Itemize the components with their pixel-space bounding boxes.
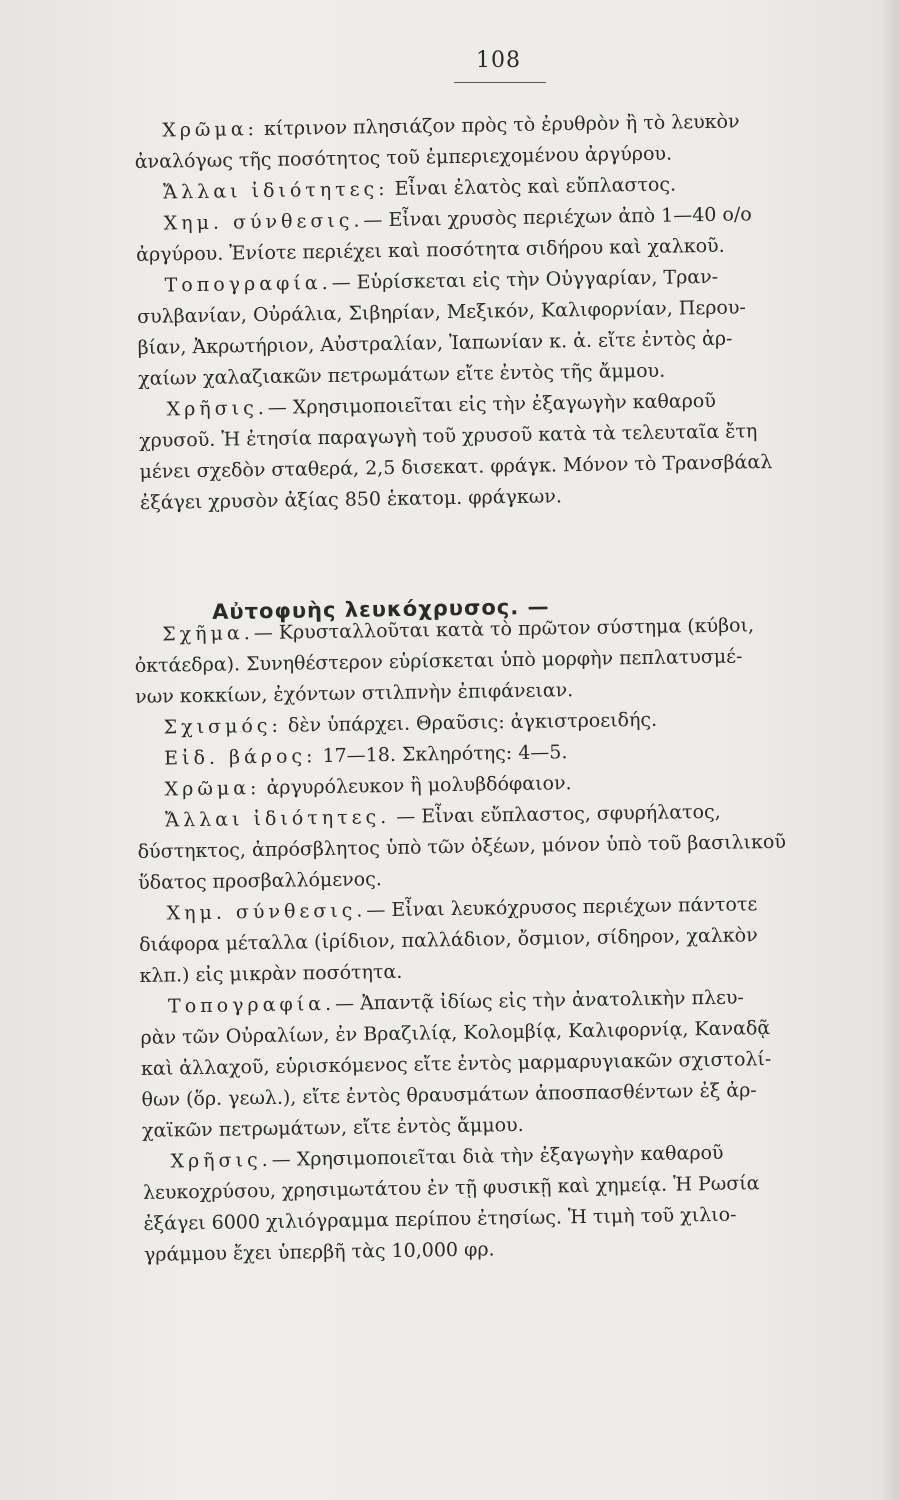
field-label: Χρῆσις. — [166, 396, 268, 421]
line-text: διάφορα μέταλλα (ἰρίδιον, παλλάδιον, ὄσμιον, σίδηρον, χαλκὸν — [138, 924, 758, 956]
line-text: κίτρινον πλησιάζον πρὸς τὸ ἐρυθρὸν ἢ τὸ λευκὸν — [257, 110, 740, 141]
line-text: ἀργύρου. Ἐνίοτε περιέχει καὶ ποσότητα σιδήρου καὶ χαλκοῦ. — [136, 234, 725, 266]
field-label: Χρῆσις. — [170, 1148, 272, 1173]
line-text: συλβανίαν, Οὐράλια, Σιβηρίαν, Μεξικόν, Καλιφορνίαν, Περου- — [136, 296, 746, 328]
field-label: Ἄλλαι ἰδιότητες: — [163, 178, 389, 204]
line-text: γράμμου ἔχει ὑπερβῆ τὰς 10,000 φρ. — [143, 1238, 495, 1266]
line-text: χαϊκῶν πετρωμάτων, εἴτε ἐντὸς ἄμμου. — [141, 1113, 524, 1142]
platinum-section-text — [134, 608, 884, 1271]
field-label: Ἄλλαι ἰδιότητες. — [164, 806, 391, 832]
line-text: — Κρυσταλλοῦται κατὰ τὸ πρῶτον σύστημα (κύβοι, — [253, 614, 755, 645]
line-text: ὀκτάεδρα). Συνηθέστερον εὑρίσκεται ὑπὸ μορφὴν πεπλατυσμέ- — [134, 645, 743, 677]
line-text: κλπ.) εἰς μικρὰν ποσότητα. — [139, 960, 403, 987]
field-label: Σχισμός: — [163, 714, 283, 739]
line-text: ἐξάγει 6000 χιλιόγραμμα περίπου ἐτησίως. Ἡ τιμὴ τοῦ χιλιο- — [143, 1203, 737, 1235]
page-number: 108 — [476, 48, 521, 73]
field-label: Σχῆμα. — [162, 622, 254, 646]
line-text: χρυσοῦ. Ἡ ἐτησία παραγωγὴ τοῦ χρυσοῦ κατὰ τὰ τελευταῖα ἔτη — [138, 420, 758, 452]
line-text: ἀναλόγως τῆς ποσότητος τοῦ ἐμπεριεχομένου ἀργύρου. — [134, 142, 673, 173]
page-edge-shadow — [881, 0, 899, 1500]
line-text: νων κοκκίων, ἐχόντων στιλπνὴν ἐπιφάνειαν. — [135, 679, 574, 708]
section-heading-platinum: Αὐτοφυὴς λευκόχρυσος. — — [212, 594, 550, 624]
line-text: — Εἶναι χρυσὸς περιέχων ἀπὸ 1—40 ο/ο — [363, 203, 752, 232]
line-text: ρὰν τῶν Οὐραλίων, ἐν Βραζιλίᾳ, Κολομβίᾳ, Καλιφορνίᾳ, Καναδᾷ — [140, 1017, 771, 1049]
line-text: — Εὑρίσκεται εἰς τὴν Οὐγγαρίαν, Τραν- — [331, 265, 719, 294]
field-label: Χημ. σύνθεσις. — [163, 209, 364, 235]
line-text: ἀργυρόλευκον ἢ μολυβδόφαιον. — [260, 772, 572, 800]
line-text: λευκοχρύσου, χρησιμωτάτου ἐν τῇ φυσικῇ καὶ χημείᾳ. Ἡ Ρωσία — [142, 1172, 760, 1204]
line-text: ἐξάγει χρυσὸν ἀξίας 850 ἑκατομ. φράγκων. — [139, 485, 563, 514]
field-label: Τοπογραφία. — [164, 271, 332, 297]
line-text: δύστηκτος, ἀπρόσβλητος ὑπὸ τῶν ὀξέων, μόνον ὑπὸ τοῦ βασιλικοῦ — [137, 830, 787, 863]
line-text: μένει σχεδὸν σταθερά, 2,5 δισεκατ. φράγκ. Μόνον τὸ Τρανσβάαλ — [139, 451, 773, 483]
field-label: Χημ. σύνθεσις. — [166, 899, 367, 925]
line-text: — Ἀπαντᾷ ἰδίως εἰς τὴν ἀνατολικὴν πλευ- — [334, 986, 745, 1015]
line-text: Εἶναι ἐλατὸς καὶ εὔπλαστος. — [388, 173, 677, 201]
line-text: — Εἶναι εὔπλαστος, σφυρήλατος, — [390, 800, 721, 828]
field-label: Χρῶμα: — [162, 118, 259, 142]
line-text: δὲν ὑπάρχει. Θραῦσις: ἀγκιστροειδής. — [281, 708, 658, 737]
line-text: βίαν, Ἀκρωτήριον, Αὐστραλίαν, Ἰαπωνίαν κ. ἀ. εἴτε ἐντὸς ἀρ- — [137, 327, 733, 359]
line-text: — Χρησιμοποιεῖται διὰ τὴν ἐξαγωγὴν καθαροῦ — [271, 1141, 724, 1171]
page-number-rule — [454, 82, 546, 83]
line-text: χαίων χαλαζιακῶν πετρωμάτων εἴτε ἐντὸς τῆς ἄμμου. — [137, 359, 666, 390]
line-text: καὶ ἀλλαχοῦ, εὑρισκόμενος εἴτε ἐντὸς μαρμαρυγιακῶν σχιστολί- — [140, 1048, 772, 1080]
line-text: ὕδατος προσβαλλόμενος. — [137, 868, 382, 894]
line-text: θων (ὅρ. γεωλ.), εἴτε ἐντὸς θραυσμάτων ἀποσπασθέντων ἐξ ἀρ- — [141, 1079, 757, 1111]
line-text: — Εἶναι λευκόχρυσος περιέχων πάντοτε — [366, 893, 758, 922]
field-label: Χρῶμα: — [164, 777, 261, 801]
gold-section-text — [134, 104, 880, 519]
line-text: — Χρησιμοποιεῖται εἰς τὴν ἐξαγωγὴν καθαροῦ — [267, 389, 717, 419]
field-label: Τοπογραφία. — [167, 992, 336, 1018]
line-text: 17—18. Σκληρότης: 4—5. — [316, 741, 568, 768]
field-label: Εἰδ. βάρος: — [164, 745, 317, 770]
